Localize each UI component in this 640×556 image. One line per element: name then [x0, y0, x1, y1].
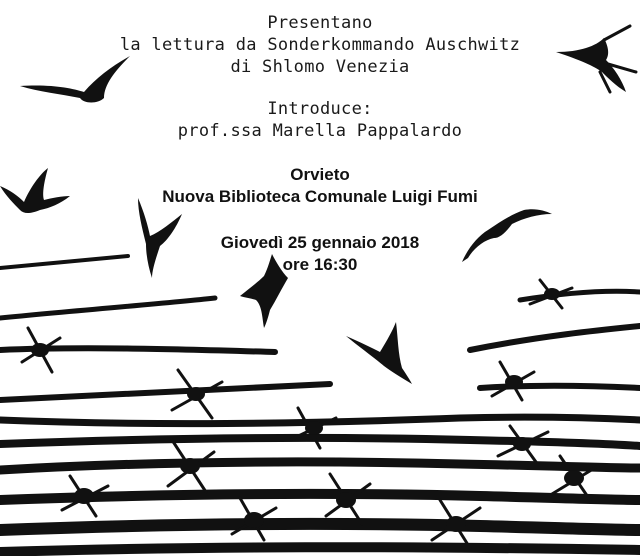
reading-title: la lettura da Sonderkommando Auschwitz — [119, 35, 521, 55]
event-date: Giovedì 25 gennaio 2018 — [220, 233, 420, 252]
presenting-line: Presentano — [267, 13, 373, 33]
intro-label: Introduce: — [267, 99, 373, 119]
wire-strand — [0, 494, 640, 500]
venue-name: Nuova Biblioteca Comunale Luigi Fumi — [162, 187, 478, 206]
wire-strand — [0, 384, 330, 400]
wire-strand — [0, 462, 640, 470]
wire-strand — [0, 417, 640, 423]
author-line: di Shlomo Venezia — [230, 57, 410, 77]
wire-strand — [0, 524, 640, 530]
wire-strand — [0, 438, 640, 446]
wire-strand — [0, 298, 215, 318]
wire-strand — [520, 291, 640, 300]
bird-silhouette — [346, 322, 412, 384]
venue-block — [0, 164, 640, 208]
wire-strand — [0, 547, 640, 552]
presenters-block — [0, 12, 640, 78]
schedule-block — [0, 232, 640, 276]
event-time: ore 16:30 — [282, 255, 358, 274]
intro-speaker: prof.ssa Marella Pappalardo — [177, 121, 463, 141]
wire-strand — [470, 326, 640, 350]
introduction-block — [0, 98, 640, 142]
venue-city: Orvieto — [290, 165, 350, 184]
